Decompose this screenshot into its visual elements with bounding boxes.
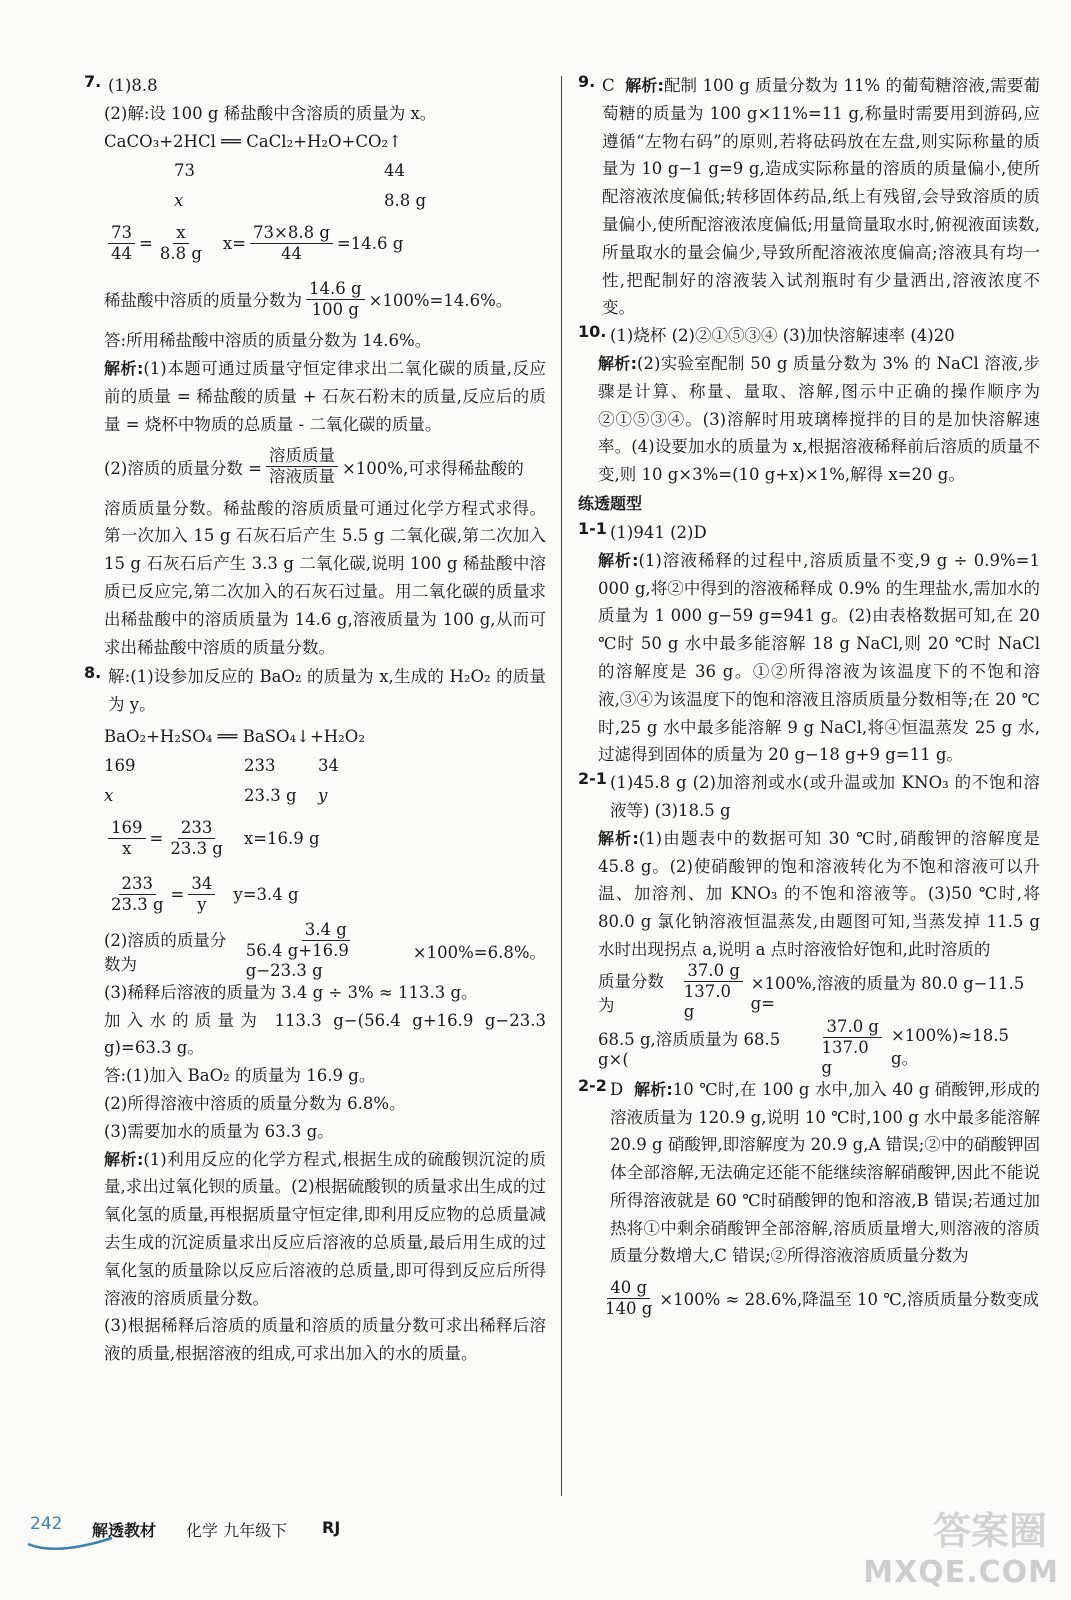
fraction: $\frac{73}{44}$	[108, 223, 135, 264]
fraction: $\frac{\text{溶质质量}}{\text{溶液质量}}$	[266, 446, 338, 487]
mass-fraction-line: (2)溶质的质量分数为 $\frac{3.4 g}{56.4 g+16.9 g-23.3 g}$ ×100%=6.8%。	[104, 920, 546, 981]
answer-analysis: C 解析:配制 100 g 质量分数为 11% 的葡萄糖溶液,需要葡萄糖的质量为 100 g×11%=11 g,称量时需要用到游码,应遵循“左物右码”的原则,若将砝码放在左盘,则实际称量的质量为 10 g−1 g=9 g,造成实际称量的溶质的质量偏小,使所配溶液浓度偏低;转移固体药品,纸上有残留,会导致溶质的质量偏小,使所配溶液浓度偏低;用量筒量取水时,俯视液面读数,所量取水的量会偏少,导致所配溶液浓度偏高;溶液具有均一性,把配制好的溶液装入试剂瓶时有少量洒出,溶液浓度不变。	[602, 76, 1040, 318]
step-4: 加入水的质量为 113.3 g−(56.4 g+16.9 g−23.3 g)=63.3 g。	[104, 1010, 546, 1058]
fraction: $\frac{233}{23.3 g}$	[170, 818, 223, 859]
subject-label: 化学 九年级下	[186, 1521, 288, 1540]
watermark	[863, 1500, 1067, 1596]
analysis: 解析:(2)实验室配制 50 g 质量分数为 3% 的 NaCl 溶液,步骤是计算、称量、量取、溶解,图示中正确的操作顺序为②①⑤③④。(3)溶解时用玻璃棒搅拌的目的是加快溶解速率。(4)设要加水的质量为 x,根据溶液稀释前后溶质的质量不变,则 10 g×3%=(10 g+x)×1%,解得 x=20 g。	[598, 353, 1040, 485]
answer-analysis: D 解析:10 ℃时,在 100 g 水中,加入 40 g 硝酸钾,形成的溶液质量为 120.9 g,说明 10 ℃时,100 g 水中最多能溶解 20.9 g 硝酸钾,即溶解度为 20.9 g,A 错误;②中的硝酸钾固体全部溶解,无法确定还能不能继续溶解硝酸钾,因此不能说所得溶液就是 60 ℃时硝酸钾的饱和溶液,B 错误;若通过加热将①中剩余硝酸钾全部溶解,溶质质量增大,则溶液的溶质质量分数增大,C 错误;②所得溶液溶质质量分数为	[610, 1079, 1040, 1266]
analysis: 解析:(1)由题表中的数据可知 30 ℃时,硝酸钾的溶解度是 45.8 g。(2)使硝酸钾的饱和溶液转化为不饱和溶液可以升温、加溶剂、加 KNO₃ 的不饱和溶液等。(3)50 ℃时,将 80.0 g 氯化钠溶液恒温蒸发,由题图可知,当蒸发掉 11.5 g 水时出现拐点 a,说明 a 点时溶液恰好饱和,此时溶质的	[598, 828, 1041, 959]
watermark-logo: 答案圈	[932, 1508, 1047, 1553]
fraction: $\frac{34}{y}$	[188, 874, 215, 915]
ratio-value: 73	[174, 160, 195, 180]
question-9	[578, 72, 1040, 322]
fraction: $\frac{169}{x}$	[108, 818, 146, 859]
fraction: $\frac{37.0 g}{137.0 g}$	[681, 961, 747, 1022]
known-value: 8.8 g	[384, 190, 427, 210]
fraction: $\frac{3.4 g}{56.4 g+16.9 g-23.3 g}$	[245, 920, 349, 981]
question-number: 1-1	[578, 518, 607, 538]
answer-2: (2)所得溶液中溶质的质量分数为 6.8%。	[104, 1093, 406, 1113]
equation-unknowns	[84, 185, 546, 215]
answer-part-1: (1)8.8	[108, 76, 158, 95]
proportion-equation-1: $\frac{169}{x}$ = $\frac{233}{23.3 g}$ x=16.9 g	[84, 811, 546, 867]
solute-mass-line: 68.5 g,溶质质量为 68.5 g×( $\frac{37.0 g}{137.0 g}$ ×100%)≈18.5 g。	[598, 1017, 1009, 1078]
chemical-equation: BaO₂+H₂SO₄ ══ BaSO₄↓+H₂O₂	[104, 726, 365, 746]
solution-intro: 解:(1)设参加反应的 BaO₂ 的质量为 x,生成的 H₂O₂ 的质量为 y。	[108, 667, 546, 715]
question-number: 8.	[84, 663, 102, 683]
question-number: 2-1	[578, 769, 607, 789]
unknown-value: x	[174, 190, 184, 210]
fraction: $\frac{37.0 g}{137.0 g}$	[819, 1017, 887, 1078]
answers: (1)941 (2)D	[610, 522, 707, 542]
section-heading: 练透题型	[578, 493, 643, 513]
ratio-value: 44	[384, 160, 405, 180]
equation-ratios	[84, 155, 546, 185]
analysis-continued: 溶质质量分数。稀盐酸的溶质质量可通过化学方程式求得。第一次加入 15 g 石灰石后产生 5.5 g 二氧化碳,第二次加入 15 g 石灰石后产生 3.3 g 二氧化碳,说明 100 g 稀盐酸中溶质已反应完,第二次加入的石灰石过量。用二氧化碳的质量求出稀盐酸中的溶质质量为 14.6 g,溶液质量为 100 g,从而可求出稀盐酸中溶质的质量分数。	[104, 498, 546, 657]
analysis: 解析:(1)溶液稀释的过程中,溶质质量不变,9 g ÷ 0.9%=1 000 g,将②中得到的溶液稀释成 0.9% 的生理盐水,需加水的质量为 1 000 g−59 g=941 g。(2)由表格数据可知,在 20 ℃时 50 g 水中最多能溶解 18 g NaCl,则 20 ℃时 NaCl 的溶解度是 36 g。①②所得溶液为该温度下的不饱和溶液,③④为该温度下的饱和溶液且溶质质量分数相等;在 20 ℃时,25 g 水中最多能溶解 9 g NaCl,将④恒温蒸发 25 g 水,过滤得到固体的质量为 20 g−18 g+9 g=11 g。	[598, 550, 1040, 765]
proportion-equation-2: $\frac{233}{23.3 g}$ = $\frac{34}{y}$ y=3.4 g	[84, 867, 546, 923]
fraction: $\frac{14.6 g}{100 g}$	[306, 279, 365, 320]
question-8	[84, 663, 546, 719]
practice-2-1	[578, 769, 1040, 825]
analysis-continued: (3)根据稀释后溶质的质量和溶质的质量分数可求出稀释后溶液的质量,根据溶液的组成,可求出加入的水的质量。	[104, 1316, 546, 1364]
page-number: 242	[30, 1514, 63, 1534]
answers: (1)烧杯 (2)②①⑤③④ (3)加快溶解速率 (4)20	[610, 326, 955, 346]
step-3: (3)稀释后溶液的质量为 3.4 g ÷ 3% ≈ 113.3 g。	[104, 982, 478, 1002]
edition-label: RJ	[322, 1518, 341, 1537]
proportion-equation: $\frac{73}{44}$ = $\frac{x}{8.8 g}$ x= $\frac{73\times 8.8 g}{44}$ =14.6 g	[84, 215, 546, 271]
answer-part-2: (2)解:设 100 g 稀盐酸中含溶质的质量为 x。	[104, 103, 437, 123]
mass-fraction-line: $\frac{40 g}{140 g}$ ×100% ≈ 28.6%,降温至 10 ℃,溶质质量分数变成	[578, 1270, 1040, 1326]
question-10	[578, 322, 1040, 350]
fraction: $\frac{40 g}{140 g}$	[605, 1277, 653, 1318]
analysis: 解析:(1)本题可通过质量守恒定律求出二氧化碳的质量,反应前的质量 = 稀盐酸的质量 + 石灰石粉末的质量,反应后的质量 = 烧杯中物质的总质量 - 二氧化碳的质量。	[104, 359, 546, 434]
practice-2-2	[578, 1076, 1040, 1271]
question-7	[84, 72, 546, 100]
page-footer	[26, 1508, 546, 1558]
answer-1: 答:(1)加入 BaO₂ 的质量为 16.9 g。	[104, 1066, 376, 1086]
question-number: 2-2	[578, 1075, 607, 1095]
fraction: $\frac{233}{23.3 g}$	[111, 874, 164, 915]
x-label: x=	[222, 233, 247, 253]
column-divider	[561, 76, 562, 1496]
result: =14.6 g	[336, 233, 404, 253]
mass-fraction-line: 质量分数为 $\frac{37.0 g}{137.0 g}$ ×100%,溶液的质量为 80.0 g−11.5 g=	[598, 961, 1025, 1022]
question-number: 7.	[84, 72, 102, 91]
mass-fraction-line: 稀盐酸中溶质的质量分数为 $\frac{14.6 g}{100 g}$ ×100%=14.6%。	[104, 278, 513, 319]
question-number: 9.	[578, 72, 596, 91]
right-column	[578, 72, 1040, 1326]
equation-unknowns: x 23.3 g y	[104, 786, 328, 806]
fraction: $\frac{x}{8.8 g}$	[159, 222, 202, 263]
question-number: 10.	[578, 322, 607, 342]
answer-3: (3)需要加水的质量为 63.3 g。	[104, 1121, 334, 1141]
analysis: 解析:(1)利用反应的化学方程式,根据生成的硫酸钡沉淀的质量,求出过氧化钡的质量。(2)根据硫酸钡的质量求出生成的过氧化氢的质量,再根据质量守恒定律,即利用反应物的总质量减去生成的沉淀质量求出反应后溶液的总质量,最后用生成的过氧化氢的质量除以反应后溶液的总质量,即可得到反应后所得溶液的溶质质量分数。	[104, 1149, 546, 1308]
analysis-formula: (2)溶质的质量分数 = $\frac{\text{溶质质量}}{\text{溶液质量}}$ ×100%,可求得稀盐酸的	[104, 446, 524, 487]
watermark-text: MXQE.COM	[863, 1555, 1059, 1590]
final-answer: 答:所用稀盐酸中溶质的质量分数为 14.6%。	[104, 331, 432, 351]
book-title: 解透教材	[92, 1521, 157, 1540]
equation-ratios: 169 233 34	[104, 756, 339, 776]
answers: (1)45.8 g (2)加溶剂或水(或升温或加 KNO₃ 的不饱和溶液等) (3)18.5 g	[610, 773, 1040, 820]
fraction: $\frac{73\times 8.8 g}{44}$	[250, 223, 333, 264]
left-column	[84, 72, 546, 1368]
practice-1-1	[578, 519, 1040, 547]
chemical-equation: CaCO₃+2HCl ══ CaCl₂+H₂O+CO₂↑	[104, 131, 402, 151]
